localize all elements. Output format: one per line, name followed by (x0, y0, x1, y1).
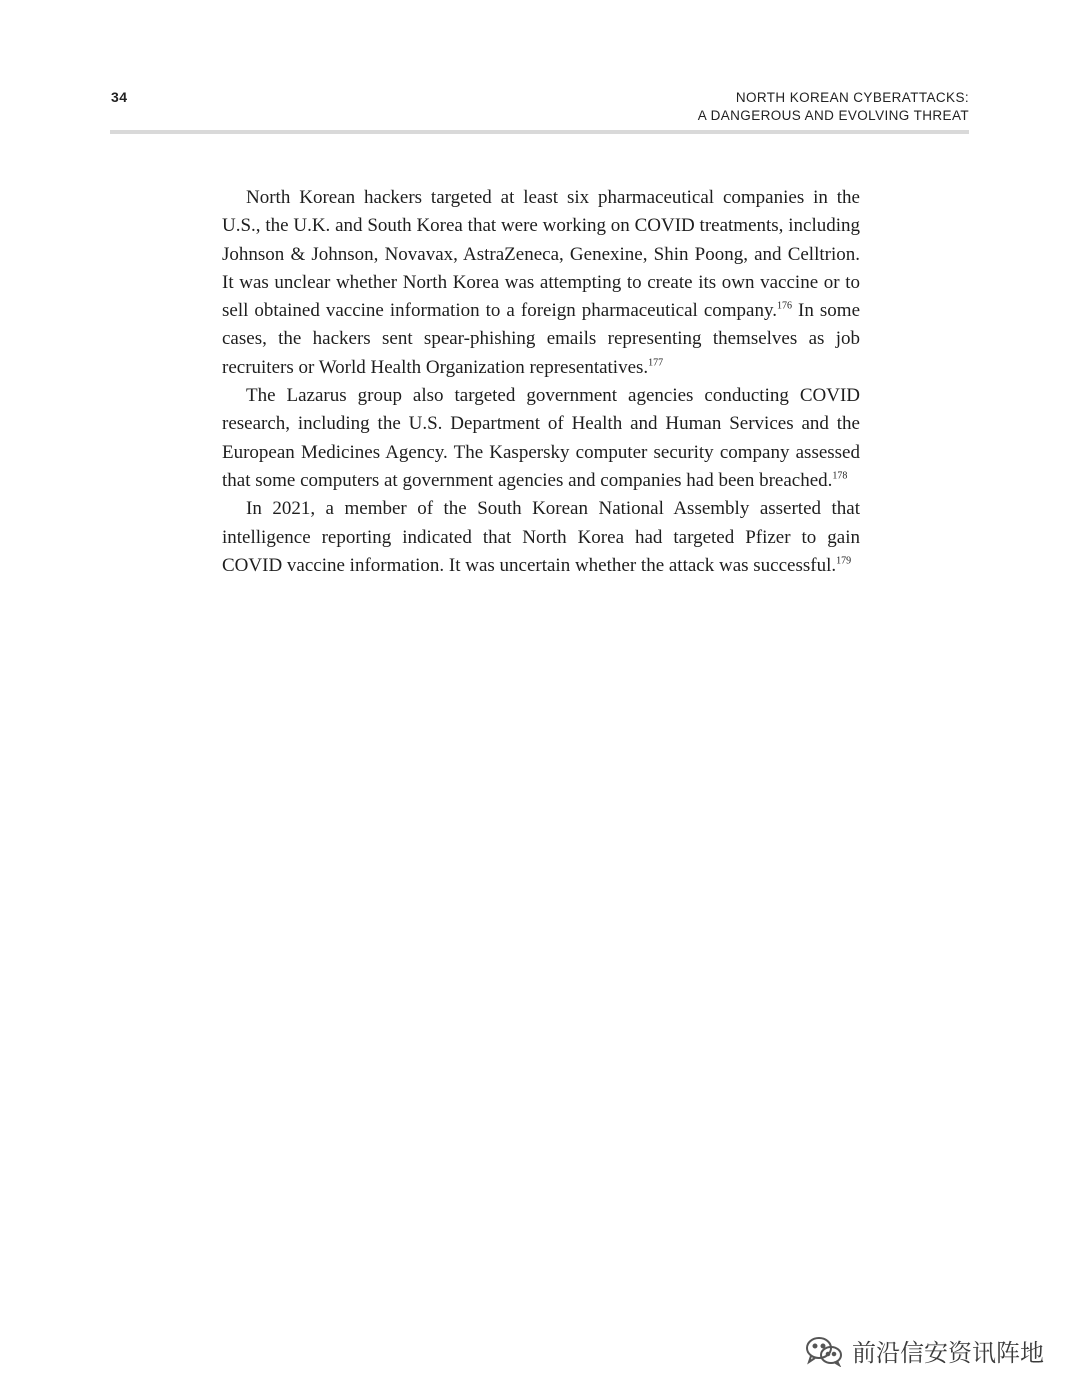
paragraph-text: In 2021, a member of the South Korean National Assembly asserted that intelligence reporting indicated that North Korea had targeted Pfizer to gain COVID vaccine information. It was uncertain whether the attack was successful. (222, 498, 860, 576)
watermark (804, 1333, 1044, 1368)
footnote-ref: 177 (648, 357, 664, 369)
running-header (698, 89, 969, 125)
watermark-text: 前沿信安资讯阵地 (852, 1339, 1044, 1367)
running-header-line-1: NORTH KOREAN CYBERATTACKS: (735, 90, 969, 105)
paragraph-text: In some cases, the hackers sent spear-phishing emails representing themselves as job recruiters or World Health Organization representatives. (222, 300, 860, 378)
footnote-ref: 179 (836, 555, 852, 567)
paragraph (222, 495, 860, 580)
body-text (222, 184, 860, 580)
wechat-icon (804, 1335, 844, 1367)
footnote-ref: 178 (832, 470, 848, 482)
running-header-line-2: A DANGEROUS AND EVOLVING THREAT (697, 108, 969, 123)
footnote-ref: 176 (777, 300, 793, 312)
paragraph-text: The Lazarus group also targeted government agencies conducting COVID research, including the U.S. Department of Health and Human Services and the European Medicines Agency. The Kaspersky computer security company assessed that some computers at government agencies and companies had been breached. (222, 385, 860, 491)
paragraph (222, 382, 860, 495)
header-rule (110, 130, 969, 134)
paragraph-text: North Korean hackers targeted at least six pharmaceutical companies in the U.S., the U.K. and South Korea that were working on COVID treatments, including Johnson & Johnson, Novavax, AstraZeneca, Genexine, Shin Poong, and Celltrion. It was unclear whether North Korea was attempting to create its own vaccine or to sell obtained vaccine information to a foreign pharmaceutical company. (222, 187, 860, 322)
page-number: 34 (111, 89, 128, 105)
paragraph (222, 184, 860, 382)
